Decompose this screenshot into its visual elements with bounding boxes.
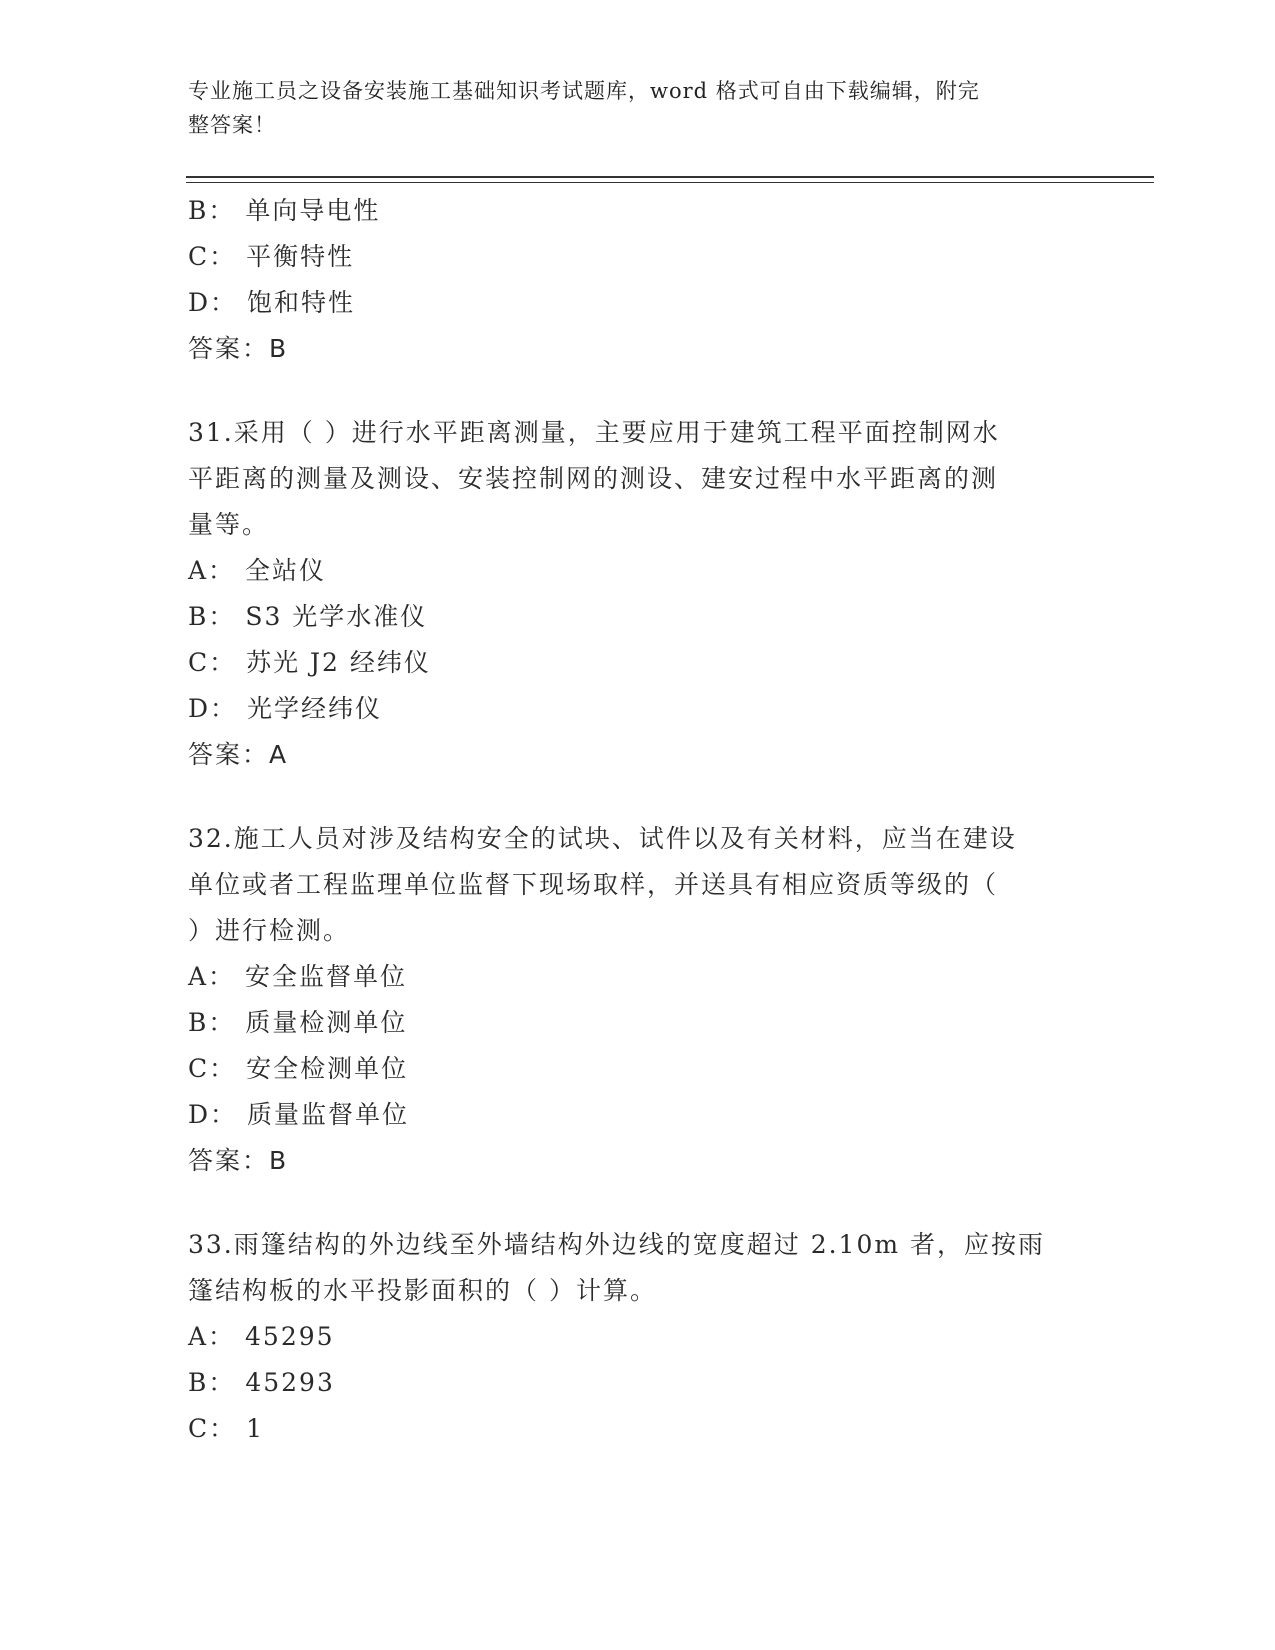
document-header bbox=[188, 74, 1068, 142]
answer-line: 答案：A bbox=[188, 740, 289, 769]
carryover-question bbox=[188, 188, 1088, 372]
option-b: B： 45293 bbox=[188, 1368, 335, 1397]
option-a: A： 45295 bbox=[188, 1322, 335, 1351]
header-divider-thin bbox=[186, 182, 1154, 183]
question-text-line: 平距离的测量及测设、安装控制网的测设、建安过程中水平距离的测 bbox=[188, 464, 999, 493]
question-list bbox=[188, 188, 1088, 1452]
header-divider-thick bbox=[186, 176, 1154, 178]
question-text-line: ）进行检测。 bbox=[188, 916, 351, 945]
option-b: B： 质量检测单位 bbox=[188, 1008, 408, 1037]
option-d: D： 光学经纬仪 bbox=[188, 694, 382, 723]
question-text-line: 单位或者工程监理单位监督下现场取样，并送具有相应资质等级的（ bbox=[188, 870, 999, 899]
header-line-1: 专业施工员之设备安装施工基础知识考试题库，word 格式可自由下载编辑，附完 bbox=[188, 79, 980, 103]
answer-line: 答案：B bbox=[188, 1146, 289, 1175]
question-text-line: 篷结构板的水平投影面积的（ ）计算。 bbox=[188, 1276, 657, 1305]
question-text-line: 33.雨篷结构的外边线至外墙结构外边线的宽度超过 2.10m 者，应按雨 bbox=[188, 1230, 1046, 1259]
option-c: C： 安全检测单位 bbox=[188, 1054, 409, 1083]
question-33 bbox=[188, 1222, 1088, 1452]
option-c: C： 苏光 J2 经纬仪 bbox=[188, 648, 431, 677]
answer-line: 答案：B bbox=[188, 334, 289, 363]
option-d: D： 质量监督单位 bbox=[188, 1100, 409, 1129]
question-text-line: 量等。 bbox=[188, 510, 270, 539]
option-d: D： 饱和特性 bbox=[188, 288, 355, 317]
option-b: B： S3 光学水准仪 bbox=[188, 602, 428, 631]
question-text-line: 32.施工人员对涉及结构安全的试块、试件以及有关材料，应当在建设 bbox=[188, 824, 1017, 853]
option-c: C： 平衡特性 bbox=[188, 242, 355, 271]
question-text-line: 31.采用（ ）进行水平距离测量，主要应用于建筑工程平面控制网水 bbox=[188, 418, 1000, 447]
option-b: B： 单向导电性 bbox=[188, 196, 381, 225]
option-a: A： 安全监督单位 bbox=[188, 962, 408, 991]
question-32 bbox=[188, 816, 1088, 1184]
option-c: C： 1 bbox=[188, 1414, 264, 1443]
option-a: A： 全站仪 bbox=[188, 556, 327, 585]
header-line-2: 整答案！ bbox=[188, 113, 276, 137]
question-31 bbox=[188, 410, 1088, 778]
